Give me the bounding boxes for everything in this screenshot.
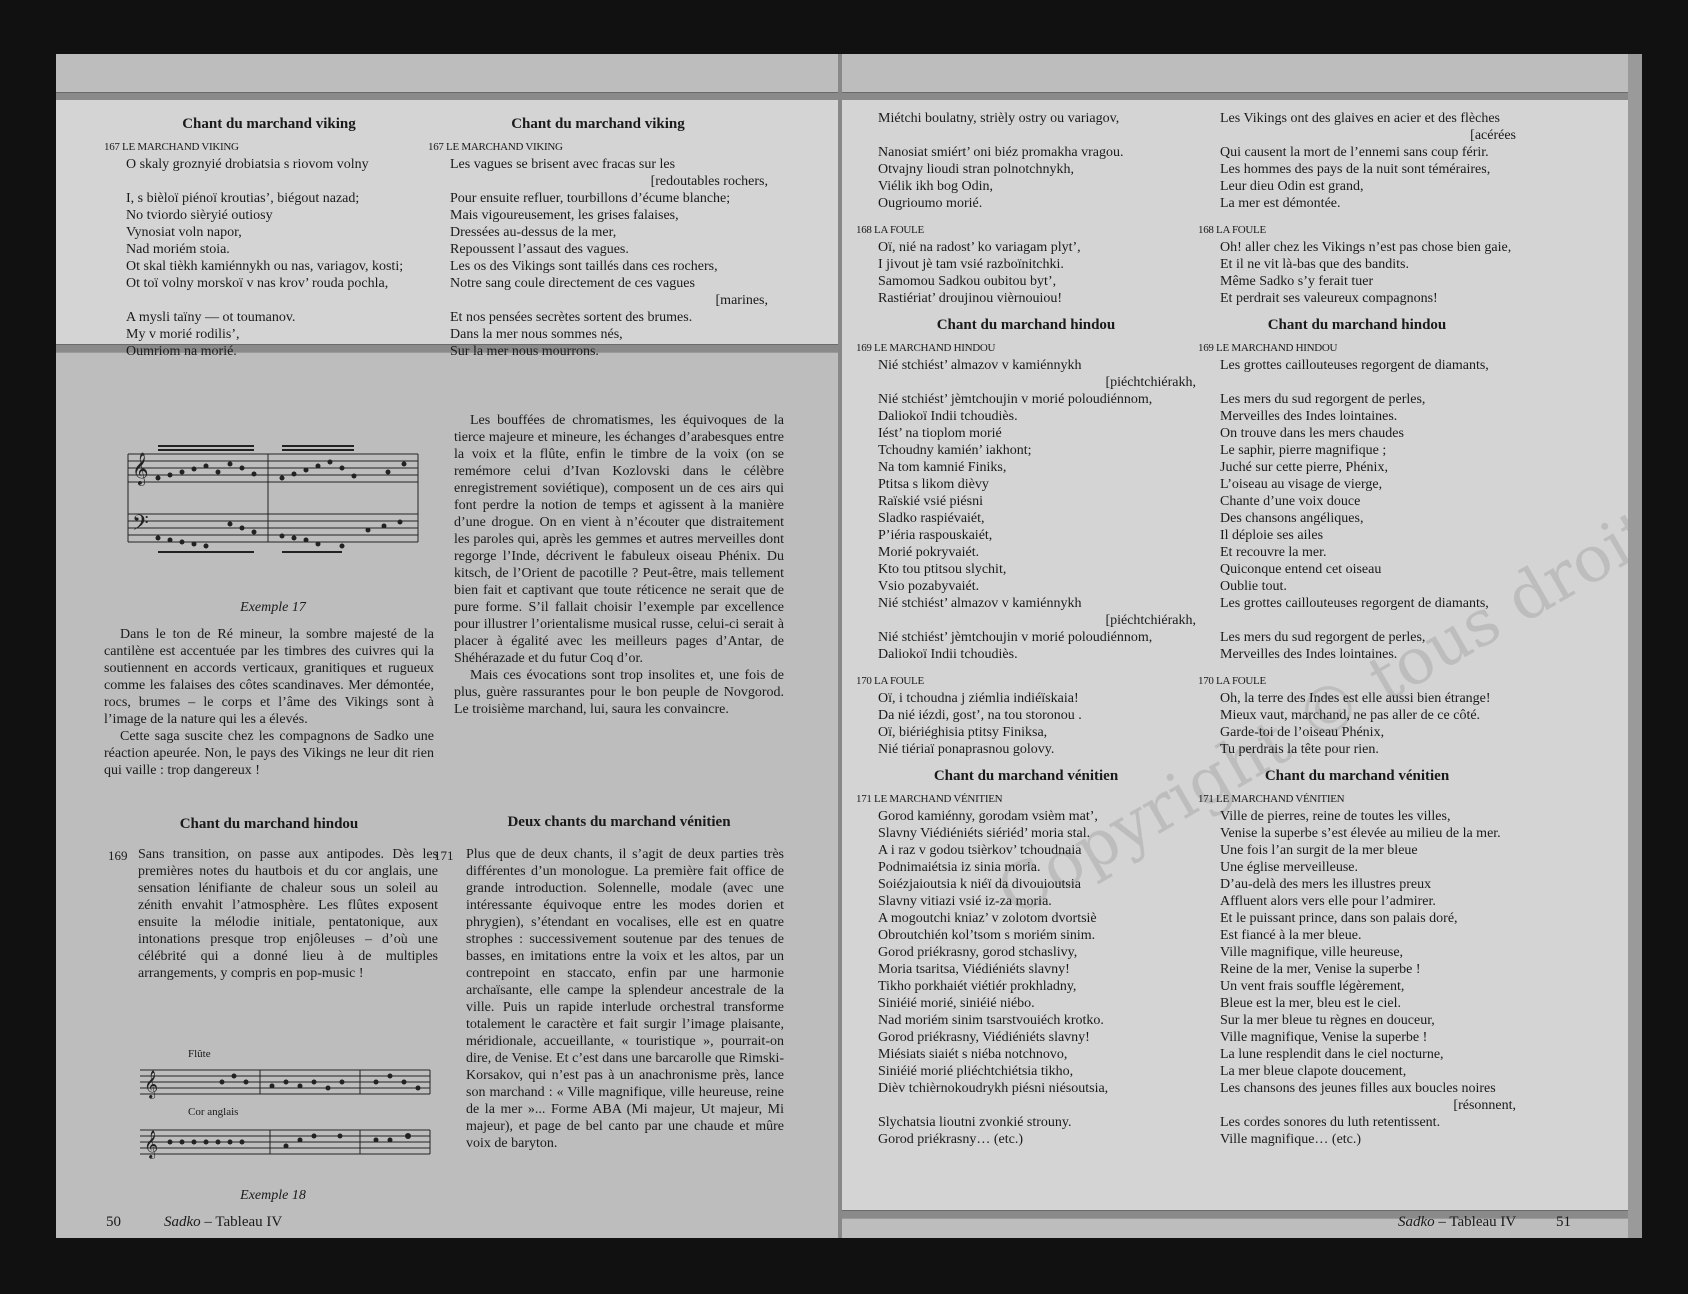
paragraph: Plus que de deux chants, il s’agit de deux parties très différentes d’un monologue. La première fait office de grande introduction. Solennelle, modale (avec une intéressante équivoque entre les modes dorien et phrygien), s’étendant en vocalises, elle est en quatre strophes : successivement soutenue par des tenues de basses, en imitations entre la voix et les altos, par un contrepoint en staccato, enfin par une harmonie archaïsante, elle campe la splendeur ancestrale de la ville. Puis un rapide interlude orchestral transforme totalement le caractère et fait surgir l’image plaisante, méridionale, accueillante, « touristique », pourrait-on dire, de Venise. Et c’est dans une barcarolle que Rimski-Korsakov, qui n’est pas à un anachronisme près, lance son marchand : « Ville magnifique, ville heureuse, reine de la mer »... Forme ABA (Mi majeur, Ut majeur, Mi majeur), et page de bel canto par une chaude et mûre voix de baryton. [466, 847, 784, 1151]
speaker-label: 167 LE MARCHAND VIKING [428, 141, 563, 153]
verse-line: Da nié iézdi, gost’, na tou storonou . [878, 708, 1082, 723]
instrument-label: Cor anglais [188, 1106, 239, 1118]
verse-line: Oh! aller chez les Vikings n’est pas chose bien gaie, [1220, 240, 1512, 255]
verse-line: Morié pokryvaiét. [878, 545, 980, 560]
verse-line: Oh, la terre des Indes est elle aussi bien étrange! [1220, 691, 1491, 706]
verse-line: La mer bleue clapote doucement, [1220, 1064, 1407, 1079]
verse-line: Ougrioumo morié. [878, 196, 983, 211]
verse-line: Qui causent la mort de l’ennemi sans coup férir. [1220, 145, 1489, 160]
verse-line: Oï, i tchoudna j ziémlia indiéïskaia! [878, 691, 1079, 706]
verse-line: Nad moriém stoia. [126, 242, 230, 257]
verse-line: Et recouvre la mer. [1220, 545, 1327, 560]
prose-column-right-top [454, 412, 784, 718]
svg-text:𝄞: 𝄞 [132, 454, 149, 485]
verse-block [104, 156, 434, 360]
verse-line: Mais vigoureusement, les grises falaises, [450, 208, 679, 223]
verse-line: Même Sadko s’y ferait tuer [1220, 274, 1374, 289]
verse-line: Les vagues se brisent avec fracas sur les [450, 157, 676, 172]
verse-line [104, 173, 434, 190]
verse-line: O skaly groznyié drobiatsia s riovom volny [126, 157, 369, 172]
verse-line: Oumriom na morié. [126, 344, 237, 359]
footer-title: Sadko [164, 1214, 201, 1230]
verse-line: Affluent alors vers elle pour l’admirer. [1220, 894, 1436, 909]
paragraph: Sans transition, on passe aux antipodes. Dès les premières notes du hautbois et du cor anglais, une sensation lénifiante de chaleur sous un soleil au zénith envahit l’atmosphère. Les flûtes exposent ensuite la mélodie initiale, pentatonique, aux intonations presque trop enjôleuses – d’où une célébrité qui a donné lieu à de multiples arrangements, y compris en pop-music ! [138, 847, 438, 981]
verse-line: D’au-delà des mers les illustres preux [1220, 877, 1432, 892]
prose-column-right-bottom [466, 846, 784, 1152]
verse-line: Miétchi boulatny, strièly ostry ou variagov, [878, 111, 1120, 126]
verse-line: Sur la mer bleue tu règnes en douceur, [1220, 1013, 1435, 1028]
verse-line: Le saphir, pierre magnifique ; [1220, 443, 1387, 458]
verse-line: Viélik ikh bog Odin, [878, 179, 994, 194]
verse-line: Ptitsa s likom dièvy [878, 477, 989, 492]
verse-line: Merveilles des Indes lointaines. [1220, 647, 1398, 662]
verse-block [1198, 357, 1516, 663]
footer-rest: – Tableau IV [200, 1214, 283, 1230]
section-title: Chant du marchand vénitien [933, 768, 1119, 784]
verse-block [1198, 239, 1516, 307]
verse-block [856, 808, 1196, 1148]
verse-line [856, 127, 1196, 144]
verse-line: Iést’ na tioplom morié [878, 426, 1002, 441]
verse-line: Miésiats siaiét s niéba notchnovo, [878, 1047, 1068, 1062]
footer-title: Sadko [1398, 1214, 1435, 1230]
verse-line: P’iéria raspouskaiét, [878, 528, 993, 543]
verse-line: Les os des Vikings sont taillés dans ces rochers, [450, 259, 718, 274]
verse-line: L’oiseau au visage de vierge, [1220, 477, 1383, 492]
verse-line: Nad moriém sinim tsarstvouiéch krotko. [878, 1013, 1104, 1028]
verse-line: Nié stchiést’ almazov v kamiénnykh [878, 358, 1082, 373]
verse-line: Et nos pensées secrètes sortent des brumes. [450, 310, 693, 325]
verse-block [856, 690, 1196, 758]
paragraph: Mais ces évocations sont trop insolites et, une fois de plus, guère rassurantes pour le bon peuple de Novgorod. Le troisième marchand, lui, saura les convaincre. [454, 668, 784, 717]
verse-line: Les mers du sud regorgent de perles, [1220, 630, 1426, 645]
svg-text:𝄞: 𝄞 [144, 1132, 159, 1158]
verse-line: Est fiancé à la mer bleue. [1220, 928, 1362, 943]
prose-column-left-bottom [138, 846, 438, 982]
verse-line: Tu perdrais la tête pour rien. [1220, 742, 1379, 757]
verse-line: Gorod priékrasny… (etc.) [878, 1132, 1024, 1147]
verse-line: Sur la mer nous mourrons. [450, 344, 599, 359]
page-number: 50 [106, 1214, 121, 1230]
instrument-label: Flûte [188, 1048, 211, 1060]
verse-line [1198, 374, 1516, 391]
section-title: Chant du marchand hindou [1267, 317, 1447, 333]
verse-line: Reine de la mer, Venise la superbe ! [1220, 962, 1421, 977]
speaker-label: 170 LA FOULE [856, 675, 924, 687]
verse-line: Chante d’une voix douce [1220, 494, 1361, 509]
verse-line: Juché sur cette pierre, Phénix, [1220, 460, 1388, 475]
running-footer [1398, 1214, 1516, 1231]
right-page [842, 54, 1628, 1238]
section-title: Chant du marchand viking [511, 116, 685, 132]
footer-rest: – Tableau IV [1434, 1214, 1517, 1230]
verse-line: Dans la mer nous sommes nés, [450, 327, 623, 342]
verse-line: Un vent frais souffle légèrement, [1220, 979, 1405, 994]
verse-line: La lune resplendit dans le ciel nocturne, [1220, 1047, 1444, 1062]
verse-line: [redoutables rochers, [650, 174, 768, 189]
verse-line: Pour ensuite refluer, tourbillons d’écume blanche; [450, 191, 731, 206]
verse-block [856, 110, 1196, 212]
verse-line: Mieux vaut, marchand, ne pas aller de ce côté. [1220, 708, 1481, 723]
verse-line: Leur dieu Odin est grand, [1220, 179, 1364, 194]
verse-line: Les cordes sonores du luth retentissent. [1220, 1115, 1441, 1130]
verse-line: Nanosiat smiért’ oni biéz promakha vragou. [878, 145, 1124, 160]
speaker-label: 167 LE MARCHAND VIKING [104, 141, 239, 153]
verse-line: Dressées au-dessus de la mer, [450, 225, 617, 240]
verse-line: Notre sang coule directement de ces vagues [450, 276, 695, 291]
verse-line: [piéchtchiérakh, [1105, 613, 1196, 628]
verse-line: Ville magnifique… (etc.) [1220, 1132, 1362, 1147]
section-title: Chant du marchand vénitien [1264, 768, 1450, 784]
running-footer [164, 1214, 282, 1231]
verse-line: Gorod priékrasny, gorod stchaslivy, [878, 945, 1078, 960]
verse-line: Bleue est la mer, bleu est le ciel. [1220, 996, 1401, 1011]
verse-line: La mer est démontée. [1220, 196, 1341, 211]
paragraph: Dans le ton de Ré mineur, la sombre majesté de la cantilène est accentuée par les timbres des cuivres qui la soutiennent en accords verticaux, granitiques et rugueux comme les falaises des côtes scandinaves. Mer démontée, rocs, brumes – le corps et l’âme des Vikings sont à l’image de la nature qui les a élevés. [104, 627, 434, 727]
speaker-label: 171 LE MARCHAND VÉNITIEN [856, 793, 1003, 805]
verse-line: Otvajny lioudi stran polnotchnykh, [878, 162, 1074, 177]
music-example-18 [130, 1060, 440, 1170]
verse-line: Les grottes caillouteuses regorgent de diamants, [1220, 358, 1489, 373]
verse-line: Les grottes caillouteuses regorgent de diamants, [1220, 596, 1489, 611]
verse-line: Et il ne vit là-bas que des bandits. [1220, 257, 1409, 272]
verse-line: Oï, biériéghisia ptitsy Finiksa, [878, 725, 1048, 740]
page-number: 51 [1556, 1214, 1571, 1230]
verse-line: Siniéié morié, siniéié niébo. [878, 996, 1035, 1011]
paragraph: Cette saga suscite chez les compagnons de Sadko une réaction apeurée. Non, le pays des Vikings ne leur dit rien qui vaille : trop dangereux ! [104, 729, 434, 778]
verse-line: A i raz v godou tsièrkov’ tchoudnaia [878, 843, 1082, 858]
verse-line: Slavny vitiazi vsié iz-za moria. [878, 894, 1052, 909]
left-page [56, 54, 838, 1238]
verse-line: Na tom kamnié Finiks, [878, 460, 1007, 475]
verse-line: Slychatsia lioutni zvonkié strouny. [878, 1115, 1072, 1130]
verse-line: Ot skal tièkh kamiénnykh ou nas, variagov, kosti; [126, 259, 404, 274]
verse-line: No tviordo sièryié outiosy [126, 208, 273, 223]
verse-line: Merveilles des Indes lointaines. [1220, 409, 1398, 424]
verse-line: [marines, [715, 293, 768, 308]
paragraph: Les bouffées de chromatismes, les équivoques de la tierce majeure et mineure, les échanges d’arabesques entre la voix et la flûte, enfin le timbre de la voix (on se remémore celui d’Ivan Kozlovski dans le célèbre enregistrement soviétique), composent un de ces airs qui font perdre la notion de temps et agissent à la manière d’une drogue. On en vient à n’écouter que distraitement les paroles qui, après les gemmes et autres merveilles dont regorge l’Inde, décrivent le fabuleux oiseau Phénix. Du kitsch, de l’Orient de pacotille ? Peut-être, mais tellement bien fait et captivant que toute réticence ne serait que de pure forme. S’il fallait choisir l’exemple par excellence pour illustrer l’orientalisme musical russe, celui-ci serait à placer à égalité avec les meilleurs pages d’Antar, de Shéhérazade et du futur Coq d’or. [454, 413, 784, 666]
verse-line: [résonnent, [1453, 1098, 1516, 1113]
verse-line: Daliokoï Indii tchoudiès. [878, 647, 1018, 662]
verse-line: Vynosiat voln napor, [126, 225, 242, 240]
verse-line: Dièv tchièrnokoudrykh piésni niésoutsia, [878, 1081, 1109, 1096]
section-title: Chant du marchand viking [182, 116, 356, 132]
verse-line: Une église merveilleuse. [1220, 860, 1359, 875]
verse-line: On trouve dans les mers chaudes [1220, 426, 1404, 441]
verse-line: My v morié rodilis’, [126, 327, 240, 342]
speaker-label: 170 LA FOULE [1198, 675, 1266, 687]
section-title: Chant du marchand hindou [936, 317, 1116, 333]
svg-text:𝄞: 𝄞 [144, 1072, 159, 1098]
verse-block [1198, 690, 1516, 758]
svg-text:𝄢: 𝄢 [132, 511, 149, 540]
speaker-label: 169 LE MARCHAND HINDOU [856, 342, 996, 354]
verse-line: Oï, nié na radost’ ko variagam plyt’, [878, 240, 1081, 255]
verse-line: Vsio pozabyvaiét. [878, 579, 980, 594]
margin-number: 171 [434, 848, 454, 863]
verse-line: I, s bièloï piénoï kroutias’, biégout nazad; [126, 191, 360, 206]
verse-line: [piéchtchiérakh, [1105, 375, 1196, 390]
verse-line: Repoussent l’assaut des vagues. [450, 242, 629, 257]
verse-line: Une fois l’an surgit de la mer bleue [1220, 843, 1418, 858]
verse-line: Ville de pierres, reine de toutes les villes, [1220, 809, 1451, 824]
speaker-label: 169 LE MARCHAND HINDOU [1198, 342, 1338, 354]
speaker-label: 168 LA FOULE [856, 224, 924, 236]
verse-line: Les mers du sud regorgent de perles, [1220, 392, 1426, 407]
verse-line: A mogoutchi kniaz’ v zolotom dvortsiè [878, 911, 1097, 926]
verse-line: Rastiériat’ droujinou vièrnouiou! [878, 291, 1063, 306]
verse-line: A mysli taïny — ot toumanov. [126, 310, 296, 325]
viking-russian-column [104, 116, 434, 360]
verse-line: Siniéié morié pliéchtchiétsia tikho, [878, 1064, 1074, 1079]
verse-line: Quiconque entend cet oiseau [1220, 562, 1382, 577]
verse-block [428, 156, 768, 360]
verse-line: Les chansons des jeunes filles aux boucles noires [1220, 1081, 1496, 1096]
verse-line: Moria tsaritsa, Viédiéniéts slavny! [878, 962, 1070, 977]
verse-line: Venise la superbe s’est élevée au milieu de la mer. [1220, 826, 1501, 841]
verse-line: Kto tou ptitsou slychit, [878, 562, 1007, 577]
verse-block [856, 239, 1196, 307]
example-caption: Exemple 17 [240, 600, 306, 615]
verse-line: Nié stchiést’ almazov v kamiénnykh [878, 596, 1082, 611]
verse-line: Ville magnifique, ville heureuse, [1220, 945, 1404, 960]
prose-column-left-top [104, 626, 434, 779]
verse-line: Slavny Viédiéniéts siériéd’ moria stal. [878, 826, 1091, 841]
viking-french-column [428, 116, 768, 360]
verse-line: Et perdrait ses valeureux compagnons! [1220, 291, 1438, 306]
verse-line: Gorod priékrasny, Viédiéniéts slavny! [878, 1030, 1090, 1045]
verse-line: Il déploie ses ailes [1220, 528, 1324, 543]
french-column [1198, 110, 1516, 1148]
verse-line: Soiézjaioutsia k niéï da divouioutsia [878, 877, 1081, 892]
example-caption: Exemple 18 [240, 1188, 306, 1203]
verse-line: Raïskié vsié piésni [878, 494, 983, 509]
verse-line: Obroutchién kol’tsom s moriém sinim. [878, 928, 1096, 943]
verse-line: Les hommes des pays de la nuit sont téméraires, [1220, 162, 1491, 177]
verse-block [1198, 110, 1516, 212]
verse-line: Tchoudny kamién’ iakhont; [878, 443, 1032, 458]
verse-line: Daliokoï Indii tchoudiès. [878, 409, 1018, 424]
page-edge [1628, 54, 1642, 1238]
verse-line: [acérées [1470, 128, 1516, 143]
verse-block [856, 357, 1196, 663]
verse-line: Ville magnifique, Venise la superbe ! [1220, 1030, 1428, 1045]
verse-line: Ot toï volny morskoï v nas krov’ rouda pochla, [126, 276, 389, 291]
verse-line: Et le puissant prince, dans son palais doré, [1220, 911, 1458, 926]
verse-line: Garde-toi de l’oiseau Phénix, [1220, 725, 1385, 740]
verse-line: Sladko raspiévaiét, [878, 511, 985, 526]
verse-line [1198, 612, 1516, 629]
section-title: Deux chants du marchand vénitien [507, 814, 731, 830]
music-example-17 [118, 434, 428, 584]
speaker-label: 168 LA FOULE [1198, 224, 1266, 236]
verse-line: Nié stchiést’ jèmtchoujin v morié poloudiénnom, [878, 630, 1153, 645]
verse-line: Gorod kamiénny, gorodam vsièm mat’, [878, 809, 1098, 824]
verse-line: Les Vikings ont des glaives en acier et des flèches [1220, 111, 1500, 126]
verse-block [1198, 808, 1516, 1148]
verse-line: Nié stchiést’ jèmtchoujin v morié poloudiénnom, [878, 392, 1153, 407]
russian-column [856, 110, 1196, 1148]
verse-line: Tikho porkhaiét viétiér prokhladny, [878, 979, 1077, 994]
speaker-label: 171 LE MARCHAND VÉNITIEN [1198, 793, 1345, 805]
margin-number: 169 [108, 848, 128, 863]
verse-line: Podnimaiétsia iz sinia moria. [878, 860, 1041, 875]
verse-line [104, 292, 434, 309]
verse-line: I jivout jè tam vsié razboïnitchki. [878, 257, 1064, 272]
verse-line: Samomou Sadkou oubitou byt’, [878, 274, 1057, 289]
verse-line [856, 1097, 1196, 1114]
verse-line: Des chansons angéliques, [1220, 511, 1364, 526]
section-title: Chant du marchand hindou [179, 816, 359, 832]
verse-line: Oublie tout. [1220, 579, 1287, 594]
verse-line: Nié tiériaï ponaprasnou golovy. [878, 742, 1055, 757]
